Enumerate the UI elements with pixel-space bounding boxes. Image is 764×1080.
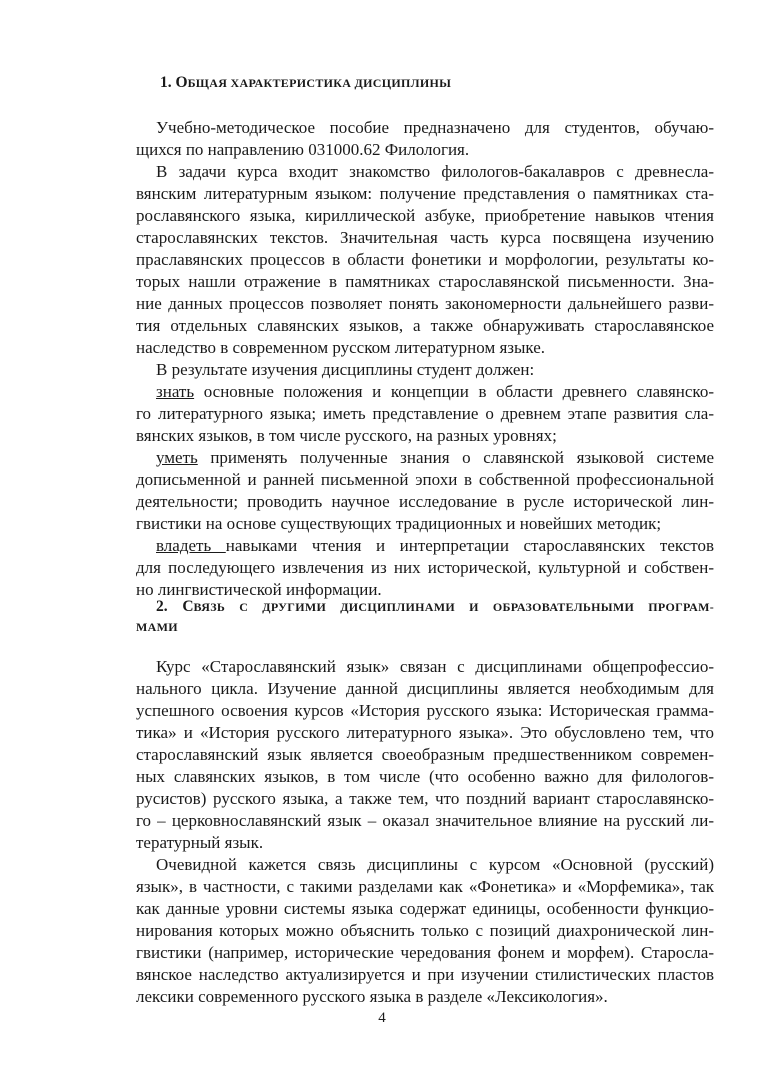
text-line: для последующего извлечения из них исторической, культурной и собствен- — [136, 558, 714, 577]
section-2-heading — [136, 597, 714, 617]
text-line: старославянский язык является своеобразным предшественником современ- — [136, 745, 714, 764]
text-line: наследство в современном русском литературном языке. — [136, 338, 546, 357]
section-1-heading — [160, 73, 738, 93]
text-span: навыками чтения и интерпретации старославянских текстов — [225, 536, 714, 555]
term-own: владеть — [156, 536, 226, 555]
section-2-title-cont: МАМИ — [136, 620, 178, 634]
section-1-number: 1. — [160, 74, 172, 91]
text-line: В результате изучения дисциплины студент должен: — [156, 360, 535, 379]
text-line: праславянских процессов в области фонетики и морфологии, результаты ко- — [136, 250, 714, 269]
section-1-title: БЩАЯ ХАРАКТЕРИСТИКА ДИСЦИПЛИНЫ — [187, 76, 452, 90]
text-span: основные положения и концепции в области древнего славянско- — [194, 382, 714, 401]
section-2-heading-line2 — [136, 617, 714, 637]
section-2-title: ВЯЗЬ С ДРУГИМИ ДИСЦИПЛИНАМИ И ОБРАЗОВАТЕЛЬНЫМИ ПРОГРАМ- — [193, 600, 715, 614]
text-line: вянским литературным языком: получение представления о памятниках ста- — [136, 184, 714, 203]
text-line: ных славянских языков, в том числе (что особенно важно для филологов- — [136, 767, 714, 786]
text-line: но лингвистической информации. — [136, 580, 382, 599]
text-line: ние данных процессов позволяет понять закономерности дальнейшего разви- — [136, 294, 714, 313]
text-line: гвистики (например, исторические чередования фонем и морфем). Старосла- — [136, 943, 714, 962]
text-span: применять полученные знания о славянской языковой системе — [197, 448, 714, 467]
competency-know — [156, 381, 714, 403]
text-line: го литературного языка; иметь представление о древнем этапе развития сла- — [136, 404, 714, 423]
text-line: тературный язык. — [136, 833, 264, 852]
text-line: вянское наследство актуализируется и при изучении стилистических пластов — [136, 965, 714, 984]
text-line: как данные уровни системы языка содержат единицы, особенности функцио- — [136, 899, 714, 918]
text-line: рославянского языка, кириллической азбуке, приобретение навыков чтения — [136, 206, 714, 225]
competency-can — [156, 447, 714, 469]
text-line: старославянских текстов. Значительная часть курса посвящена изучению — [136, 228, 714, 247]
text-line: Очевидной кажется связь дисциплины с курсом «Основной (русский) — [156, 855, 714, 874]
text-line: гвистики на основе существующих традиционных и новейших методик; — [136, 514, 662, 533]
text-line: В задачи курса входит знакомство филологов-бакалавров с древнесла- — [156, 162, 714, 181]
term-know: знать — [156, 382, 195, 401]
text-line: нального цикла. Изучение данной дисциплины является необходимым для — [136, 679, 714, 698]
text-line: тия отдельных славянских языков, а также обнаруживать старославянское — [136, 316, 714, 335]
text-line: деятельности; проводить научное исследование в русле исторической лин- — [136, 492, 714, 511]
text-line: язык», в частности, с такими разделами как «Фонетика» и «Морфемика», так — [136, 877, 714, 896]
text-line: го – церковнославянский язык – оказал значительное влияние на русский ли- — [136, 811, 714, 830]
text-line: тика» и «История русского литературного языка». Это обусловлено тем, что — [136, 723, 714, 742]
section-2-title-cap: С — [182, 598, 194, 615]
term-can: уметь — [156, 448, 198, 467]
text-line: вянских языков, в том числе русского, на разных уровнях; — [136, 426, 557, 445]
section-2-number: 2. — [156, 598, 168, 615]
text-line: дописьменной и ранней письменной эпохи в собственной профессиональной — [136, 470, 714, 489]
text-line: Курс «Старославянский язык» связан с дисциплинами общепрофессио- — [156, 657, 714, 676]
text-line: лексики современного русского языка в разделе «Лексикология». — [136, 987, 608, 1006]
text-line: успешного освоения курсов «История русского языка: Историческая грамма- — [136, 701, 714, 720]
text-line: щихся по направлению 031000.62 Филология. — [136, 140, 470, 159]
page-number: 4 — [378, 1010, 386, 1026]
text-line: нирования которых можно объяснить только с позиций диахронической лин- — [136, 921, 714, 940]
text-line: Учебно-методическое пособие предназначено для студентов, обучаю- — [156, 118, 714, 137]
text-line: русистов) русского языка, а также тем, что поздний вариант старославянско- — [136, 789, 714, 808]
competency-own — [156, 535, 714, 557]
text-line: торых нашли отражение в памятниках старославянской письменности. Зна- — [136, 272, 714, 291]
section-1-title-cap: О — [175, 74, 188, 91]
